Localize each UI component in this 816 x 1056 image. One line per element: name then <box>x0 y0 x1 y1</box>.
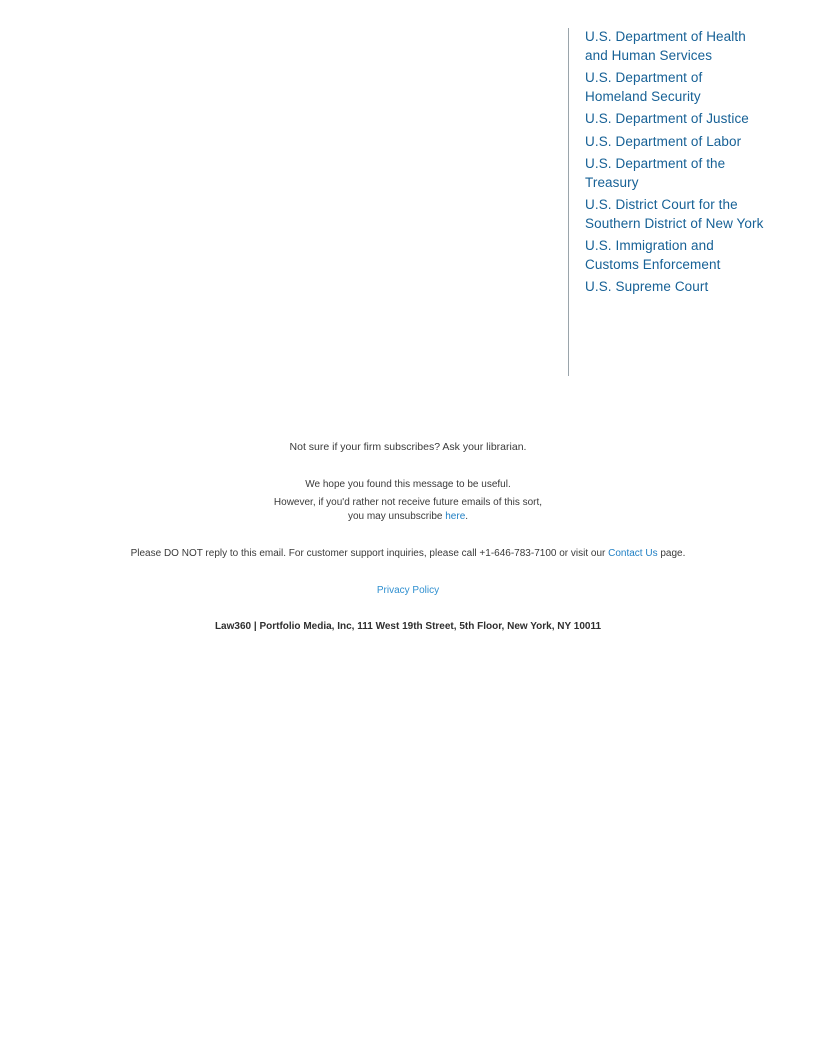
privacy-row <box>0 584 816 598</box>
company-address: Law360 | Portfolio Media, Inc, 111 West 19th Street, 5th Floor, New York, NY 10011 <box>214 621 602 632</box>
contact-us-link[interactable]: Contact Us <box>608 548 658 559</box>
support-suffix: page. <box>657 548 686 559</box>
librarian-note: Not sure if your firm subscribes? Ask your librarian. <box>289 441 527 453</box>
agency-link-supreme-court[interactable]: U.S. Supreme Court <box>585 279 709 294</box>
unsubscribe-suffix: . <box>465 511 469 522</box>
unsubscribe-note-line2 <box>0 510 816 524</box>
agency-links-column <box>568 28 768 376</box>
privacy-policy-link[interactable]: Privacy Policy <box>376 585 440 596</box>
agency-link-dhs[interactable]: U.S. Department of Homeland Security <box>585 70 703 104</box>
agency-link-hhs[interactable]: U.S. Department of Health and Human Services <box>585 29 746 63</box>
agency-link-sdny[interactable]: U.S. District Court for the Southern District of New York <box>585 197 764 231</box>
agency-link-doj[interactable]: U.S. Department of Justice <box>585 111 749 126</box>
useful-note: We hope you found this message to be useful. <box>305 479 511 490</box>
email-footer <box>0 440 816 634</box>
unsubscribe-link[interactable]: here <box>445 511 466 522</box>
agency-link-ice[interactable]: U.S. Immigration and Customs Enforcement <box>585 238 721 272</box>
unsubscribe-note-line1: However, if you'd rather not receive future emails of this sort, <box>273 497 543 508</box>
agency-link-dol[interactable]: U.S. Department of Labor <box>585 133 742 149</box>
support-note <box>0 547 816 561</box>
unsubscribe-prefix: you may unsubscribe <box>347 511 446 522</box>
support-prefix: Please DO NOT reply to this email. For customer support inquiries, please call +1-646-783-7100 or visit our <box>130 548 609 559</box>
agency-link-treasury[interactable]: U.S. Department of the Treasury <box>585 156 726 190</box>
